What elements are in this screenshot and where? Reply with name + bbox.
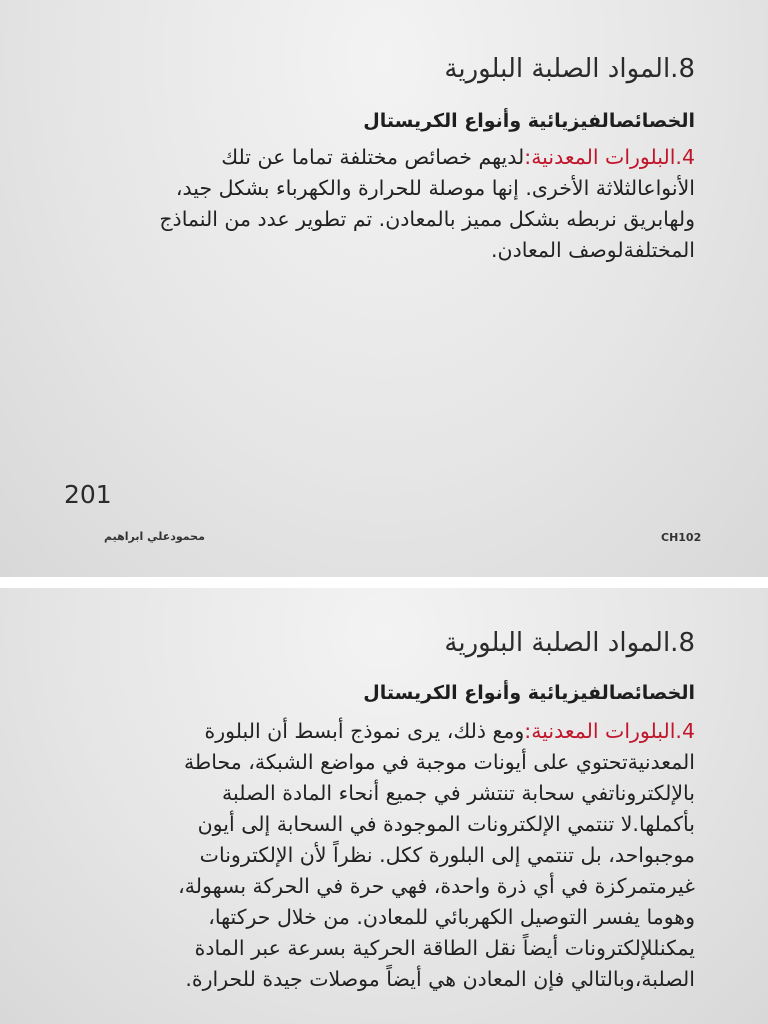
body-line-7: وهوما يفسر التوصيل الكهربائي للمعادن. من خلال حركتها،	[208, 905, 695, 929]
body-line-1: 4.البلورات المعدنية:ومع ذلك، يرى نموذج أبسط أن البلورة	[204, 719, 695, 743]
body-line-1: 4.البلورات المعدنية:لديهم خصائص مختلفة تماما عن تلك	[221, 145, 695, 169]
slide-subtitle: الخصائصالفيزيائية وأنواع الكريستال	[363, 110, 695, 132]
course-code: CH102	[661, 531, 702, 544]
slide-title: 8.المواد الصلبة البلورية	[444, 628, 695, 658]
slide-body	[83, 716, 695, 995]
body-line-5: موجبواحد، بل تنتمي إلى البلورة ككل. نظراً لأن الإلكترونات	[199, 843, 695, 867]
author-name: محمودعلي ابراهيم	[104, 530, 205, 543]
body-line-3: بالإلكتروناتفي سحابة تنتشر في جميع أنحاء المادة الصلبة	[222, 781, 695, 805]
body-line-2: الأنواعالثلاثة الأخرى. إنها موصلة للحرارة والكهرباء بشكل جيد،	[175, 176, 695, 200]
body-line-3: ولهابريق نربطه بشكل مميز بالمعادن. تم تطوير عدد من النماذج	[159, 207, 695, 231]
body-line-9: الصلبة،وبالتالي فإن المعادن هي أيضاً موصلات جيدة للحرارة.	[185, 967, 695, 991]
body-line-8: يمكنللإلكترونات أيضاً نقل الطاقة الحركية بسرعة عبر المادة	[194, 936, 695, 960]
slide-title: 8.المواد الصلبة البلورية	[444, 54, 695, 84]
body-line-4: بأكملها.لا تنتمي الإلكترونات الموجودة في السحابة إلى أيون	[197, 812, 695, 836]
section-heading: 4.البلورات المعدنية:	[524, 719, 695, 743]
slide-separator	[0, 577, 768, 588]
slide-2	[0, 588, 768, 1024]
section-heading: 4.البلورات المعدنية:	[524, 145, 695, 169]
body-line-2: المعدنيةتحتوي على أيونات موجبة في مواضع الشبكة، محاطة	[183, 750, 695, 774]
page-number: 201	[64, 480, 112, 509]
body-line-6: غيرمتمركزة في أي ذرة واحدة، فهي حرة في الحركة بسهولة،	[178, 874, 695, 898]
body-line-4: المختلفةلوصف المعادن.	[491, 238, 695, 262]
slide-subtitle: الخصائصالفيزيائية وأنواع الكريستال	[363, 682, 695, 704]
slide-body	[83, 142, 695, 266]
